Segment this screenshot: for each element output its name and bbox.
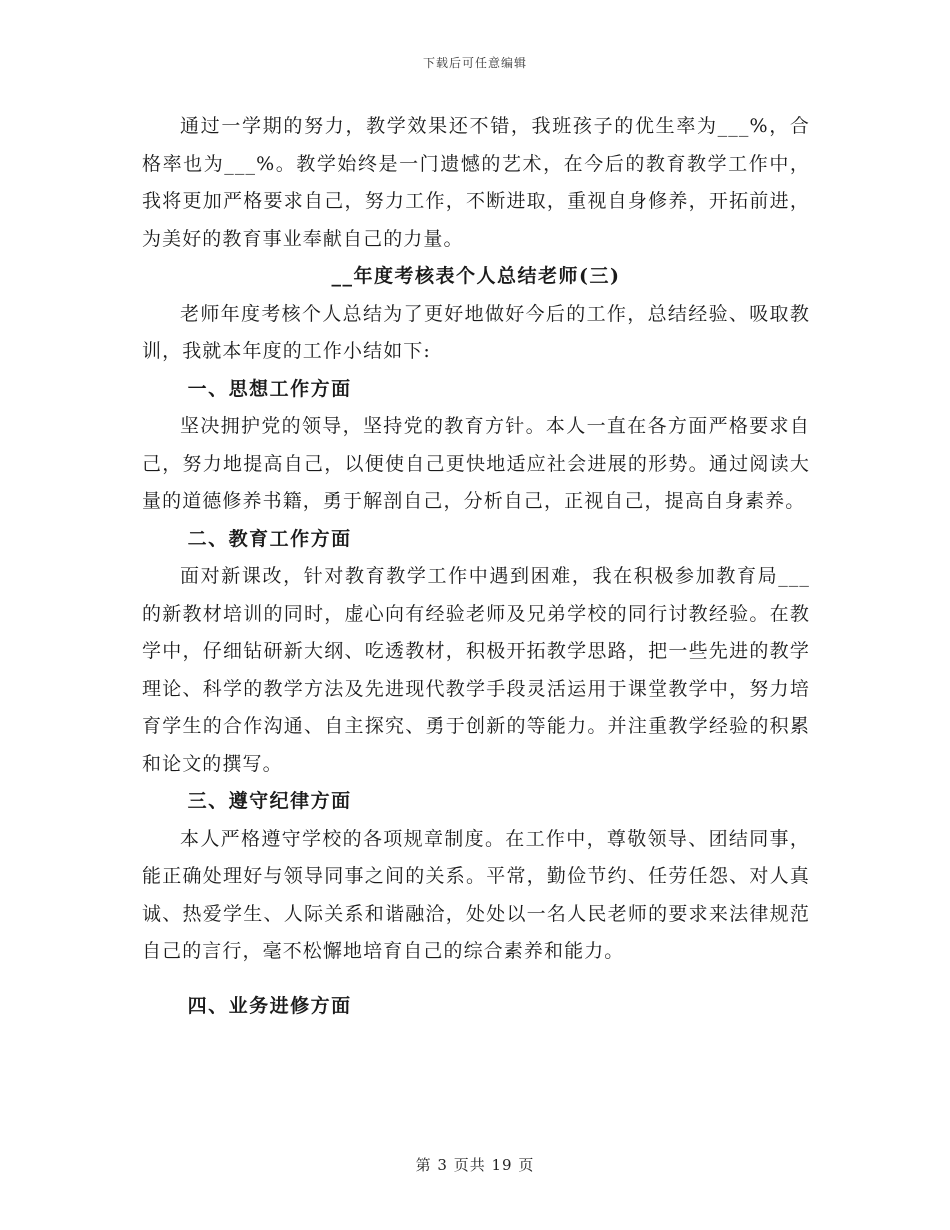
paragraph-summary: 通过一学期的努力，教学效果还不错，我班孩子的优生率为___%，合格率也为___%。教学始终是一门遗憾的艺术，在今后的教育教学工作中，我将更加严格要求自己，努力工作，不断进取，重视自身修养，开拓前进，为美好的教育事业奉献自己的力量。	[142, 115, 810, 250]
page-number: 第 3 页共 19 页	[415, 1156, 535, 1174]
paragraph-intro: 老师年度考核个人总结为了更好地做好今后的工作，总结经验、吸取教训，我就本年度的工作小结如下:	[142, 302, 810, 362]
document-body	[142, 108, 810, 1025]
heading-ideology: 一、思想工作方面	[187, 377, 352, 400]
page-header-note: 下载后可任意编辑	[422, 56, 527, 70]
section-title: __年度考核表个人总结老师(三)	[331, 265, 621, 287]
paragraph-education: 面对新课改，针对教育教学工作中遇到困难，我在积极参加教育局___的新教材培训的同时，虚心向有经验老师及兄弟学校的同行讨教经验。在教学中，仔细钻研新大纲、吃透教材，积极开拓教学思路，把一些先进的教学理论、科学的教学方法及先进现代教学手段灵活运用于课堂教学中，努力培育学生的合作沟通、自主探究、勇于创新的等能力。并注重教学经验的积累和论文的撰写。	[142, 565, 810, 775]
paragraph-discipline: 本人严格遵守学校的各项规章制度。在工作中，尊敬领导、团结同事，能正确处理好与领导同事之间的关系。平常，勤俭节约、任劳任怨、对人真诚、热爱学生、人际关系和谐融洽，处处以一名人民老师的要求来法律规范自己的言行，毫不松懈地培育自己的综合素养和能力。	[142, 827, 810, 962]
heading-discipline: 三、遵守纪律方面	[187, 790, 352, 812]
heading-education: 二、教育工作方面	[187, 527, 352, 550]
heading-professional-development: 四、业务进修方面	[187, 994, 352, 1017]
paragraph-ideology: 坚决拥护党的领导，坚持党的教育方针。本人一直在各方面严格要求自己，努力地提高自己，以便使自己更快地适应社会进展的形势。通过阅读大量的道德修养书籍，勇于解剖自己，分析自己，正视自己，提高自身素养。	[142, 415, 810, 512]
